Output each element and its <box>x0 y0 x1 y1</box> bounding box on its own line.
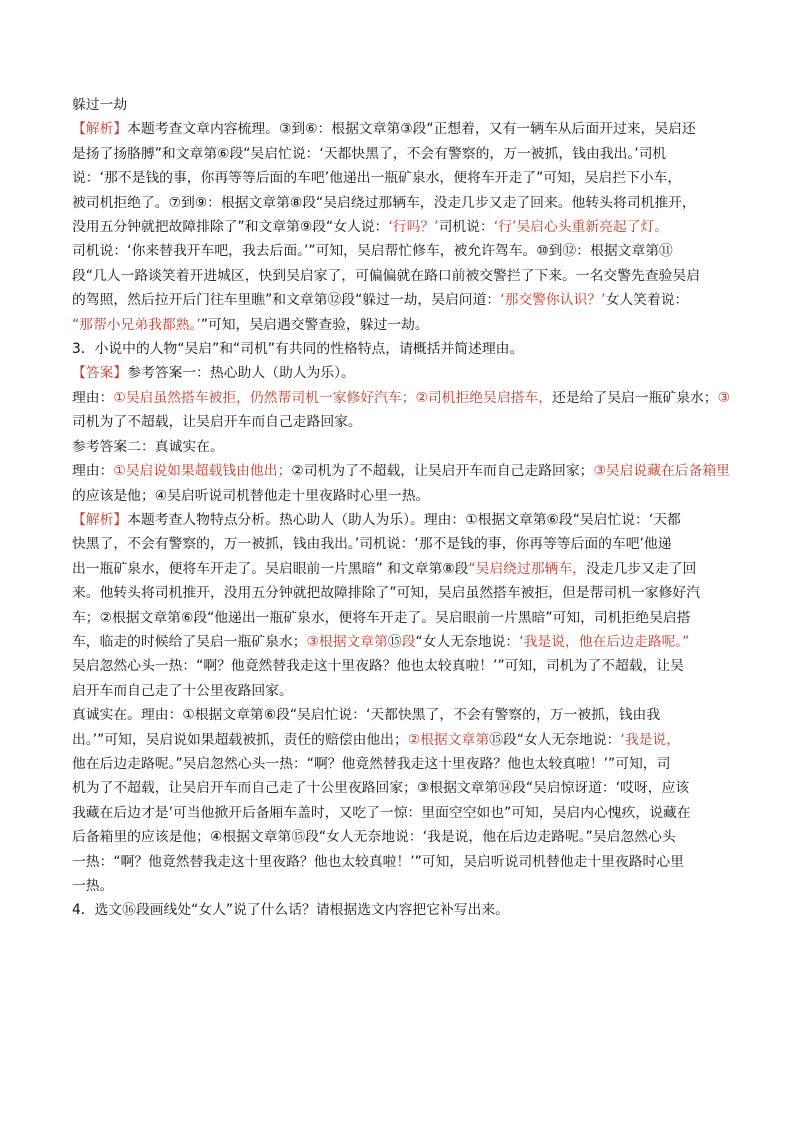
body-text: 本题考查人物特点分析。热心助人（助人为乐）。理由：①根据文章第⑥段“吴启忙说：‘天都 <box>127 511 681 528</box>
body-text: 真诚实在。理由：①根据文章第⑥段“吴启忙说：‘天都快黑了，不会有警察的，万一被抓，钱由我 <box>72 707 661 724</box>
body-text: 一热：“啊？他竟然替我走这十里夜路？他也太较真啦！’”可知，吴启听说司机替他走十里夜路时心里 <box>72 853 684 870</box>
text-line <box>72 825 732 849</box>
text-line <box>72 435 732 459</box>
body-text: 3．小说中的人物“吴启”和“司机”有共同的性格特点，请概括并简述理由。 <box>72 341 524 358</box>
text-line <box>72 459 732 483</box>
body-text: 后备箱里的应该是他；④根据文章第⑮段“女人无奈地说：‘我是说，他在后边走路呢。”吴启忽然心头 <box>72 829 676 846</box>
highlight-text: ②根据文章第 <box>407 731 490 748</box>
text-line <box>72 117 732 141</box>
body-text: 女人笑着说： <box>605 292 689 309</box>
text-line <box>72 801 732 825</box>
text-line <box>72 361 732 385</box>
body-text: 出一瓶矿泉水，便将车开走了。吴启眼前一片黑暗” 和文章第⑧段 <box>72 560 469 577</box>
body-text: ②司机为了不超载，让吴启开车而自己走路回家； <box>291 463 594 480</box>
text-line <box>72 191 732 215</box>
highlight-text: ①吴启说如果超载钱由他出； <box>113 463 292 480</box>
highlight-text: ③ <box>717 389 730 406</box>
text-line <box>72 581 732 605</box>
text-line <box>72 239 732 263</box>
body-text: 还是给了吴启一瓶矿泉水； <box>552 389 718 406</box>
text-line <box>72 654 732 678</box>
body-text: 4．选文⑯段画线处“女人”说了什么话？请根据选文内容把它补写出来。 <box>72 902 509 919</box>
text-line <box>72 93 732 117</box>
text-line <box>72 215 732 239</box>
body-text: 参考答案二：真诚实在。 <box>72 438 224 455</box>
text-line <box>72 264 732 288</box>
body-text: ⑮ <box>489 731 503 748</box>
body-text: “女人无奈地说： <box>415 633 520 650</box>
highlight-text: ③吴启说藏在后备箱里 <box>593 463 730 480</box>
body-text: ”可知，吴启遇交警查验，躲过一劫。 <box>200 316 429 333</box>
text-line <box>72 679 732 703</box>
text-line <box>72 606 732 630</box>
text-line <box>72 166 732 190</box>
body-text: ⑮ <box>387 633 402 650</box>
body-text: 吴启忽然心头一热：“啊？他竟然替我走这十里夜路？他也太较真啦！’”可知，司机为了不超载，让吴 <box>72 658 684 675</box>
highlight-text: ③根据文章第 <box>306 633 388 650</box>
body-text: 他在后边走路呢。”吴启忽然心头一热：“啊？他竟然替我走这十里夜路？他也太较真啦！’”可知，司 <box>72 755 671 772</box>
body-text: 的应该是他；④吴启听说司机替他走十里夜路时心里一热。 <box>72 487 430 504</box>
body-text: 来。他转头将司机推开，没用五分钟就把故障排除了”可知，吴启虽然搭车被拒，但是帮司机一家修好汽 <box>72 585 701 602</box>
body-text: 本题考查文章内容梳理。③到⑥：根据文章第③段“正想着，又有一辆车从后面开过来，吴启还 <box>127 121 696 138</box>
body-text: 司机说： <box>438 219 494 236</box>
body-text: 司机为了不超载，让吴启开车而自己走路回家。 <box>72 414 362 431</box>
body-text: 没用五分钟就把故障排除了”和文章第⑨段“女人说： <box>72 219 389 236</box>
text-line <box>72 410 732 434</box>
body-text: 机为了不超载，让吴启开车而自己走了十公里夜路回家；③根据文章第⑭段“吴启惊讶道：‘哎呀，应该 <box>72 780 690 797</box>
body-text: 的驾照，然后拉开后门往车里瞧”和文章第⑫段“躲过一劫，吴启问道： <box>72 292 501 309</box>
text-line <box>72 508 732 532</box>
highlight-text: ‘那交警你认识？’ <box>500 292 606 309</box>
highlight-text: ‘行吗？’ <box>388 219 439 236</box>
body-text: 参考答案一：热心助人（助人为乐）。 <box>127 365 355 382</box>
body-text: 段“女人无奈地说： <box>502 731 621 748</box>
text-line <box>72 532 732 556</box>
body-text: 我藏在后边才是’可当他掀开后备厢车盖时，又吃了一惊：里面空空如也”可知，吴启内心愧疚，说藏在 <box>72 804 691 821</box>
text-line <box>72 557 732 581</box>
text-line <box>72 386 732 410</box>
text-line <box>72 337 732 361</box>
highlight-text: ①吴启虽然搭车被拒，仍然帮司机一家修好汽车；②司机拒绝吴启搭车， <box>113 389 553 406</box>
text-line <box>72 484 732 508</box>
body-text: 理由： <box>72 389 114 406</box>
body-text: 理由： <box>72 463 114 480</box>
body-text: 一热。 <box>72 878 114 894</box>
body-text: 车，临走的时候给了吴启一瓶矿泉水； <box>72 633 307 650</box>
text-line <box>72 752 732 776</box>
body-text: 司机说：‘你来替我开车吧，我去后面。’”可知，吴启帮忙修车，被允许驾车。⑩到⑫：根据文章第⑪ <box>72 243 673 260</box>
highlight-text: “那帮小兄弟我都熟。’ <box>72 316 201 333</box>
text-line <box>72 728 732 752</box>
highlight-text: ‘行’吴启心头重新亮起了灯。 <box>493 219 669 236</box>
text-line <box>72 874 732 898</box>
highlight-text: 【解析】 <box>72 511 128 528</box>
body-text: 段“几人一路谈笑着开进城区，快到吴启家了，可偏偏就在路口前被交警拦了下来。一名交警先查验吴启 <box>72 267 701 284</box>
body-text: 快黑了，不会有警察的，万一被抓，钱由我出。’司机说：‘那不是钱的事，你再等等后面的车吧’他递 <box>72 536 672 553</box>
body-text: 躲过一劫 <box>72 97 128 113</box>
body-text: 说：‘那不是钱的事，你再等等后面的车吧’他递出一瓶矿泉水，便将车开走了”可知，吴启拦下小车， <box>72 170 682 187</box>
body-text: 被司机拒绝了。⑦到⑨：根据文章第⑧段“吴启绕过那辆车，没走几步又走了回来。他转头将司机推开， <box>72 194 696 211</box>
text-line <box>72 630 732 654</box>
body-text: 出。’”可知，吴启说如果超载被抓，责任的赔偿由他出； <box>72 731 408 748</box>
highlight-text: “吴启绕过那辆车， <box>468 560 586 577</box>
body-text: 启开车而自己走了十公里夜路回家。 <box>72 682 293 699</box>
body-text: 车；②根据文章第⑥段“他递出一瓶矿泉水，便将车开走了。吴启眼前一片黑暗”可知，司机拒绝吴启搭 <box>72 609 691 626</box>
text-line <box>72 288 732 312</box>
text-line <box>72 703 732 727</box>
body-text: 没走几步又走了回 <box>585 560 697 577</box>
highlight-text: 【解析】 <box>72 121 128 138</box>
text-line <box>72 776 732 800</box>
text-line <box>72 142 732 166</box>
highlight-text: 【答案】 <box>72 365 128 382</box>
document-body <box>72 93 732 923</box>
highlight-text: ‘我是说， <box>620 731 681 748</box>
text-line <box>72 313 732 337</box>
highlight-text: 段 <box>401 633 416 650</box>
body-text: 是扬了扬胳膊”和文章第⑥段“吴启忙说：‘天都快黑了，不会有警察的，万一被抓，钱由我出。’司机 <box>72 145 667 162</box>
highlight-text: ‘我是说，他在后边走路呢。” <box>519 633 690 650</box>
text-line <box>72 850 732 874</box>
text-line <box>72 898 732 922</box>
